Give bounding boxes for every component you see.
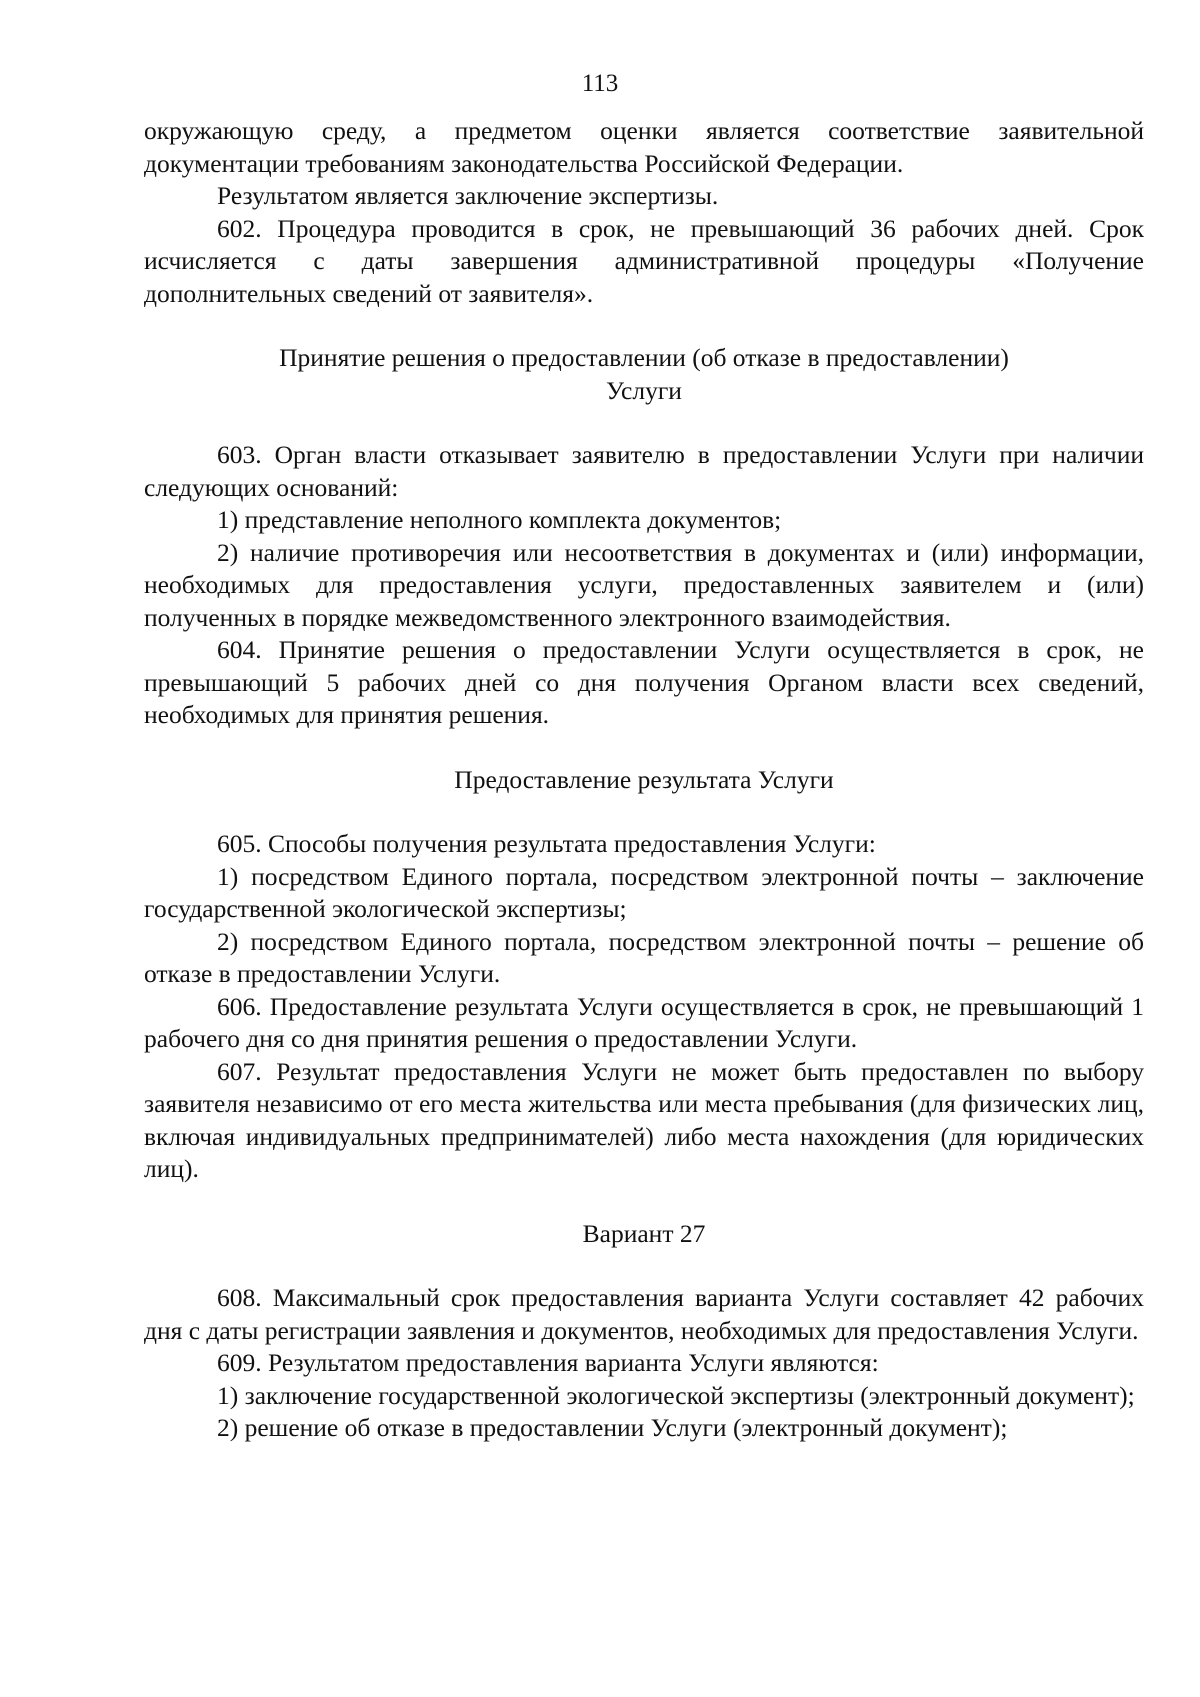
list-item: 2) посредством Единого портала, посредством электронной почты – решение об отказе в предоставлении Услуги. xyxy=(144,926,1144,988)
list-item: 1) представление неполного комплекта документов; xyxy=(217,505,782,534)
page-number: 113 xyxy=(581,70,619,97)
heading-line: Вариант 27 xyxy=(582,1218,706,1248)
list-item: 2) наличие противоречия или несоответствия в документах и (или) информации, необходимых для предоставления услуги, предоставленных заявителем и (или) полученных в порядке межведомственного электронного взаимодействия. xyxy=(144,537,1144,632)
list-item: 2) решение об отказе в предоставлении Услуги (электронный документ); xyxy=(217,1413,1008,1442)
paragraph-605: 605. Способы получения результата предоставления Услуги: xyxy=(217,829,876,858)
paragraph-603: 603. Орган власти отказывает заявителю в предоставлении Услуги при наличии следующих оснований: xyxy=(144,440,1144,502)
paragraph-602: 602. Процедура проводится в срок, не превышающий 36 рабочих дней. Срок исчисляется с даты завершения административной процедуры «Получение дополнительных сведений от заявителя». xyxy=(144,213,1144,308)
heading-line: Предоставление результата Услуги xyxy=(454,764,834,794)
paragraph: окружающую среду, а предметом оценки является соответствие заявительной документации требованиям законодательства Российской Федерации. xyxy=(144,116,1144,178)
section-heading-result xyxy=(144,764,1144,797)
list-item: 1) посредством Единого портала, посредством электронной почты – заключение государственной экологической экспертизы; xyxy=(144,861,1144,923)
paragraph-604: 604. Принятие решения о предоставлении Услуги осуществляется в срок, не превышающий 5 рабочих дней со дня получения Органом власти всех сведений, необходимых для принятия решения. xyxy=(144,635,1144,729)
paragraph: Результатом является заключение экспертизы. xyxy=(217,181,719,210)
heading-line: Принятие решения о предоставлении (об отказе в предоставлении) xyxy=(279,343,1009,372)
paragraph-607: 607. Результат предоставления Услуги не может быть предоставлен по выбору заявителя независимо от его места жительства или места пребывания (для физических лиц, включая индивидуальных предпринимателей) либо места нахождения (для юридических лиц). xyxy=(144,1056,1144,1183)
section-heading-decision xyxy=(144,342,1144,407)
paragraph-608: 608. Максимальный срок предоставления варианта Услуги составляет 42 рабочих дня с даты регистрации заявления и документов, необходимых для предоставления Услуги. xyxy=(144,1283,1144,1345)
heading-line: Услуги xyxy=(606,375,682,405)
list-item: 1) заключение государственной экологической экспертизы (электронный документ); xyxy=(217,1380,1135,1410)
document-body xyxy=(144,115,1144,1445)
paragraph-609: 609. Результатом предоставления варианта Услуги являются: xyxy=(217,1348,879,1377)
paragraph-606: 606. Предоставление результата Услуги осуществляется в срок, не превышающий 1 рабочего дня со дня принятия решения о предоставлении Услуги. xyxy=(144,991,1144,1053)
section-heading-variant xyxy=(144,1218,1144,1251)
